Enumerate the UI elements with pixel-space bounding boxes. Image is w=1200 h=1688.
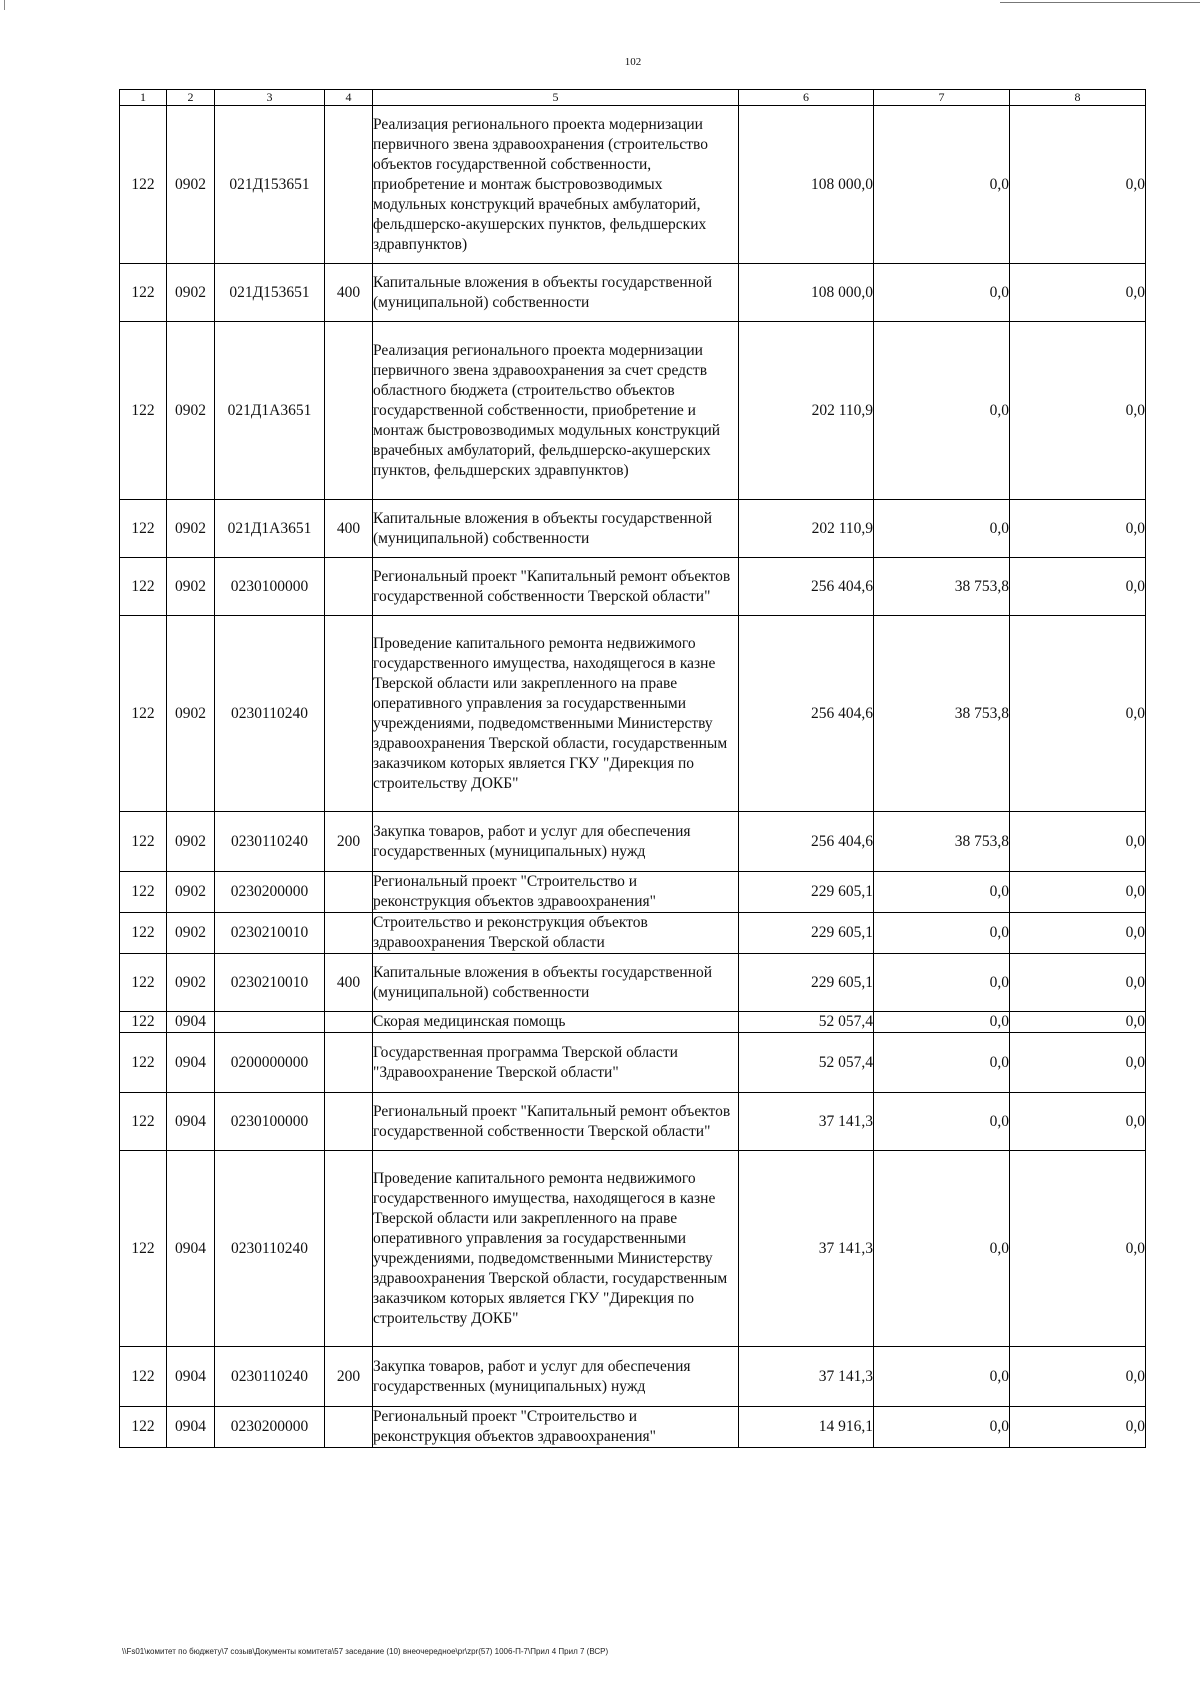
page-number: 102: [624, 56, 642, 68]
cell-receiver-code: 122: [120, 558, 167, 616]
cell-amount-col7: 0,0: [874, 1151, 1010, 1347]
cell-amount-col6: 52 057,4: [739, 1033, 874, 1093]
cell-section-code: 0904: [167, 1347, 215, 1407]
cell-amount-col7: 38 753,8: [874, 616, 1010, 812]
cell-amount-col6: 202 110,9: [739, 322, 874, 500]
cell-receiver-code: 122: [120, 264, 167, 322]
cell-expense-type: [325, 1093, 373, 1151]
footer-file-path: \\Fs01\комитет по бюджету\7 созыв\Документы комитета\57 заседание (10) внеочередное\pr\zpr(57) 1006-П-7\Прил 4 Прил 7 (ВСР): [122, 1647, 609, 1656]
cell-section-code: 0902: [167, 500, 215, 558]
cell-expense-type: [325, 1033, 373, 1093]
cell-amount-col6: 256 404,6: [739, 812, 874, 872]
cell-description: Региональный проект "Строительство и реконструкция объектов здравоохранения": [373, 1407, 739, 1448]
column-header: 1: [120, 90, 167, 106]
cell-amount-col6: 14 916,1: [739, 1407, 874, 1448]
cell-receiver-code: 122: [120, 913, 167, 954]
cell-expense-type: [325, 558, 373, 616]
cell-amount-col7: 38 753,8: [874, 812, 1010, 872]
column-header: 7: [874, 90, 1010, 106]
cell-amount-col8: 0,0: [1010, 1012, 1146, 1033]
cell-description: Строительство и реконструкция объектов здравоохранения Тверской области: [373, 913, 739, 954]
table-row: [120, 1093, 1146, 1151]
cell-target-article: 0230110240: [215, 1347, 325, 1407]
cell-amount-col7: 0,0: [874, 872, 1010, 913]
cell-expense-type: [325, 106, 373, 264]
cell-description: Реализация регионального проекта модернизации первичного звена здравоохранения за счет средств областного бюджета (строительство объектов государственной собственности, приобретение и монтаж быстровозводимых модульных конструкций врачебных амбулаторий, фельдшерско-акушерских пунктов, фельдшерских здравпунктов): [373, 322, 739, 500]
cell-amount-col8: 0,0: [1010, 954, 1146, 1012]
cell-target-article: 0230110240: [215, 1151, 325, 1347]
cell-amount-col8: 0,0: [1010, 913, 1146, 954]
cell-amount-col8: 0,0: [1010, 872, 1146, 913]
cell-receiver-code: 122: [120, 322, 167, 500]
cell-amount-col7: 38 753,8: [874, 558, 1010, 616]
column-header: 3: [215, 90, 325, 106]
cell-amount-col6: 108 000,0: [739, 264, 874, 322]
cell-description: Региональный проект "Капитальный ремонт объектов государственной собственности Тверской области": [373, 558, 739, 616]
cell-amount-col7: 0,0: [874, 1347, 1010, 1407]
cell-receiver-code: 122: [120, 1151, 167, 1347]
cell-receiver-code: 122: [120, 106, 167, 264]
cell-amount-col8: 0,0: [1010, 1093, 1146, 1151]
cell-description: Проведение капитального ремонта недвижимого государственного имущества, находящегося в казне Тверской области или закрепленного на праве оперативного управления за государственными учреждениями, подведомственными Министерству здравоохранения Тверской области, государственным заказчиком которых является ГКУ "Дирекция по строительству ДОКБ": [373, 1151, 739, 1347]
cell-amount-col7: 0,0: [874, 1093, 1010, 1151]
cell-amount-col7: 0,0: [874, 913, 1010, 954]
table-row: [120, 954, 1146, 1012]
cell-amount-col8: 0,0: [1010, 616, 1146, 812]
cell-amount-col6: 37 141,3: [739, 1347, 874, 1407]
cell-section-code: 0904: [167, 1093, 215, 1151]
cell-section-code: 0904: [167, 1012, 215, 1033]
cell-amount-col7: 0,0: [874, 1407, 1010, 1448]
cell-receiver-code: 122: [120, 872, 167, 913]
cell-expense-type: 400: [325, 500, 373, 558]
cell-description: Закупка товаров, работ и услуг для обеспечения государственных (муниципальных) нужд: [373, 812, 739, 872]
cell-receiver-code: 122: [120, 500, 167, 558]
cell-description: Капитальные вложения в объекты государственной (муниципальной) собственности: [373, 954, 739, 1012]
cell-description: Государственная программа Тверской области "Здравоохранение Тверской области": [373, 1033, 739, 1093]
cell-section-code: 0904: [167, 1407, 215, 1448]
cell-target-article: 021Д1А3651: [215, 322, 325, 500]
cell-section-code: 0902: [167, 872, 215, 913]
cell-description: Капитальные вложения в объекты государственной (муниципальной) собственности: [373, 264, 739, 322]
cell-amount-col7: 0,0: [874, 1033, 1010, 1093]
table-row: [120, 1407, 1146, 1448]
cell-expense-type: [325, 1407, 373, 1448]
table-row: [120, 558, 1146, 616]
table-row: [120, 812, 1146, 872]
cell-section-code: 0904: [167, 1151, 215, 1347]
cell-receiver-code: 122: [120, 1012, 167, 1033]
table-row: [120, 1012, 1146, 1033]
cell-amount-col7: 0,0: [874, 264, 1010, 322]
cell-target-article: 021Д1А3651: [215, 500, 325, 558]
cell-expense-type: [325, 322, 373, 500]
cell-amount-col6: 229 605,1: [739, 872, 874, 913]
cell-description: Закупка товаров, работ и услуг для обеспечения государственных (муниципальных) нужд: [373, 1347, 739, 1407]
cell-section-code: 0902: [167, 558, 215, 616]
cell-amount-col8: 0,0: [1010, 106, 1146, 264]
column-header: 5: [373, 90, 739, 106]
table-row: [120, 106, 1146, 264]
cell-target-article: 0230200000: [215, 1407, 325, 1448]
cell-amount-col6: 108 000,0: [739, 106, 874, 264]
cell-amount-col6: 52 057,4: [739, 1012, 874, 1033]
cell-amount-col6: 229 605,1: [739, 913, 874, 954]
table-row: [120, 1033, 1146, 1093]
cell-amount-col7: 0,0: [874, 106, 1010, 264]
cell-receiver-code: 122: [120, 954, 167, 1012]
table-row: [120, 322, 1146, 500]
cell-target-article: 021Д153651: [215, 264, 325, 322]
cell-amount-col8: 0,0: [1010, 1347, 1146, 1407]
cell-expense-type: [325, 616, 373, 812]
table-row: [120, 872, 1146, 913]
cell-amount-col8: 0,0: [1010, 1151, 1146, 1347]
table-row: [120, 264, 1146, 322]
cell-amount-col7: 0,0: [874, 500, 1010, 558]
cell-amount-col8: 0,0: [1010, 558, 1146, 616]
cell-amount-col6: 37 141,3: [739, 1093, 874, 1151]
cell-expense-type: 400: [325, 264, 373, 322]
table-row: [120, 500, 1146, 558]
scan-artifact-line: [1000, 2, 1200, 3]
cell-expense-type: [325, 913, 373, 954]
cell-amount-col8: 0,0: [1010, 1033, 1146, 1093]
column-header: 4: [325, 90, 373, 106]
cell-section-code: 0902: [167, 106, 215, 264]
cell-section-code: 0902: [167, 264, 215, 322]
cell-target-article: 0230110240: [215, 812, 325, 872]
cell-amount-col6: 37 141,3: [739, 1151, 874, 1347]
cell-receiver-code: 122: [120, 616, 167, 812]
header-row: [120, 90, 1146, 106]
table-row: [120, 913, 1146, 954]
cell-target-article: 0230100000: [215, 558, 325, 616]
cell-amount-col8: 0,0: [1010, 322, 1146, 500]
budget-table: [119, 89, 1146, 1448]
column-header: 8: [1010, 90, 1146, 106]
cell-description: Капитальные вложения в объекты государственной (муниципальной) собственности: [373, 500, 739, 558]
cell-target-article: 0230110240: [215, 616, 325, 812]
cell-target-article: [215, 1012, 325, 1033]
cell-amount-col7: 0,0: [874, 322, 1010, 500]
cell-description: Региональный проект "Строительство и реконструкция объектов здравоохранения": [373, 872, 739, 913]
cell-target-article: 021Д153651: [215, 106, 325, 264]
cell-section-code: 0902: [167, 954, 215, 1012]
cell-section-code: 0902: [167, 322, 215, 500]
table-row: [120, 1151, 1146, 1347]
cell-amount-col6: 256 404,6: [739, 558, 874, 616]
cell-target-article: 0230210010: [215, 913, 325, 954]
cell-receiver-code: 122: [120, 1033, 167, 1093]
cell-amount-col8: 0,0: [1010, 264, 1146, 322]
scan-artifact-mark: [4, 0, 5, 10]
cell-amount-col8: 0,0: [1010, 1407, 1146, 1448]
cell-target-article: 0230200000: [215, 872, 325, 913]
cell-amount-col8: 0,0: [1010, 812, 1146, 872]
cell-expense-type: [325, 1012, 373, 1033]
table-row: [120, 1347, 1146, 1407]
table-body: [120, 106, 1146, 1448]
cell-amount-col6: 229 605,1: [739, 954, 874, 1012]
cell-amount-col7: 0,0: [874, 954, 1010, 1012]
table-header: [120, 90, 1146, 106]
cell-expense-type: [325, 1151, 373, 1347]
cell-receiver-code: 122: [120, 812, 167, 872]
cell-amount-col6: 202 110,9: [739, 500, 874, 558]
table-row: [120, 616, 1146, 812]
cell-description: Региональный проект "Капитальный ремонт объектов государственной собственности Тверской области": [373, 1093, 739, 1151]
cell-amount-col8: 0,0: [1010, 500, 1146, 558]
cell-receiver-code: 122: [120, 1093, 167, 1151]
cell-amount-col6: 256 404,6: [739, 616, 874, 812]
cell-expense-type: 200: [325, 1347, 373, 1407]
cell-description: Реализация регионального проекта модернизации первичного звена здравоохранения (строительство объектов государственной собственности, приобретение и монтаж быстровозводимых модульных конструкций врачебных амбулаторий, фельдшерско-акушерских пунктов, фельдшерских здравпунктов): [373, 106, 739, 264]
cell-target-article: 0200000000: [215, 1033, 325, 1093]
cell-section-code: 0902: [167, 616, 215, 812]
cell-expense-type: 200: [325, 812, 373, 872]
cell-section-code: 0902: [167, 913, 215, 954]
cell-amount-col7: 0,0: [874, 1012, 1010, 1033]
cell-receiver-code: 122: [120, 1347, 167, 1407]
column-header: 6: [739, 90, 874, 106]
cell-section-code: 0902: [167, 812, 215, 872]
cell-receiver-code: 122: [120, 1407, 167, 1448]
cell-expense-type: 400: [325, 954, 373, 1012]
cell-target-article: 0230100000: [215, 1093, 325, 1151]
cell-description: Скорая медицинская помощь: [373, 1012, 739, 1033]
cell-target-article: 0230210010: [215, 954, 325, 1012]
cell-expense-type: [325, 872, 373, 913]
cell-section-code: 0904: [167, 1033, 215, 1093]
cell-description: Проведение капитального ремонта недвижимого государственного имущества, находящегося в казне Тверской области или закрепленного на праве оперативного управления за государственными учреждениями, подведомственными Министерству здравоохранения Тверской области, государственным заказчиком которых является ГКУ "Дирекция по строительству ДОКБ": [373, 616, 739, 812]
column-header: 2: [167, 90, 215, 106]
